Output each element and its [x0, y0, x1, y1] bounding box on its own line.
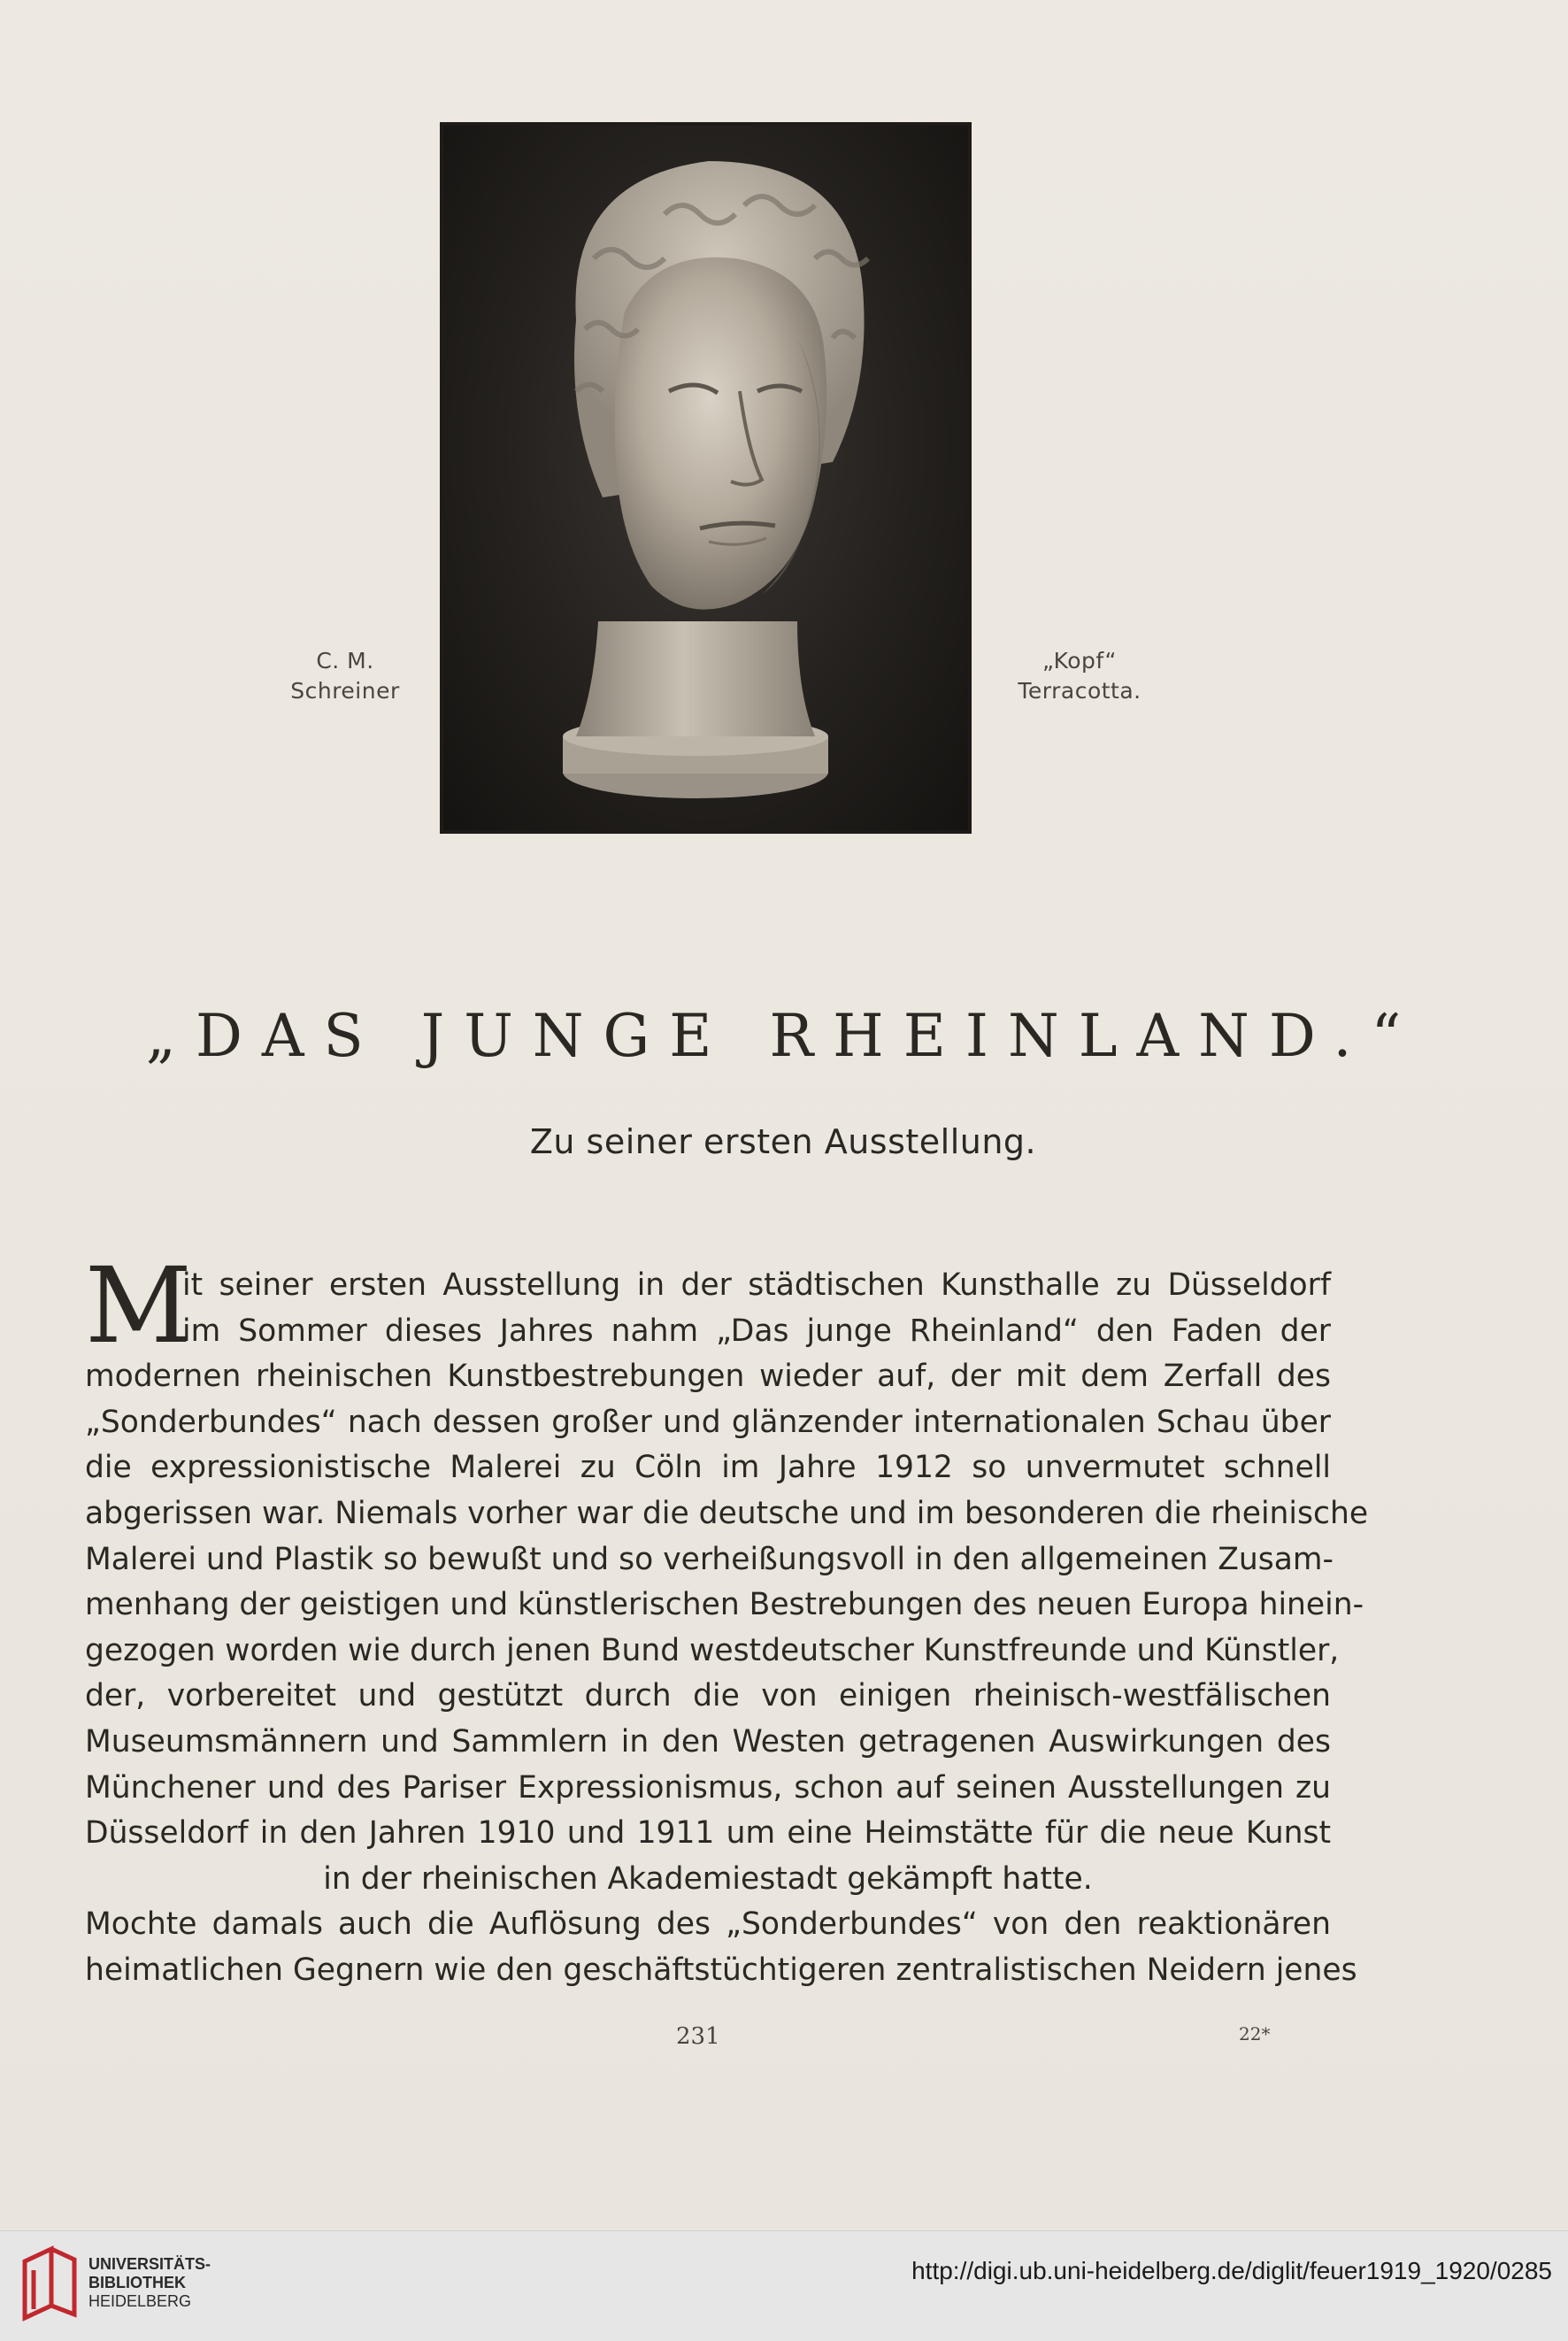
- drop-cap: M: [85, 1244, 192, 1367]
- library-name-line3: HEIDELBERG: [88, 2292, 192, 2310]
- body-line: abgerissen war. Niemals vorher war die deutsche und im besonderen die rheinische: [85, 1495, 1369, 1531]
- library-name[interactable]: [88, 2255, 211, 2311]
- body-line: die expressionistische Malerei zu Cöln im Jahre 1912 so unvermutet schnell: [85, 1450, 1331, 1486]
- artist-caption: [257, 646, 434, 706]
- body-line: gezogen worden wie durch jenen Bund westdeutscher Kunstfreunde und Künstler,: [85, 1632, 1340, 1668]
- artwork-caption: [987, 646, 1172, 706]
- university-library-logo-icon[interactable]: [19, 2244, 80, 2327]
- body-line: in der rheinischen Akademiestadt gekämpft hatte.: [323, 1860, 1093, 1897]
- body-line: der, vorbereitet und gestützt durch die von einigen rheinisch-westfälischen: [85, 1678, 1331, 1714]
- artist-surname: Schreiner: [290, 678, 400, 704]
- body-line: im Sommer dieses Jahres nahm „Das junge Rheinland“ den Faden der: [182, 1313, 1331, 1349]
- body-line: menhang der geistigen und künstlerischen Bestrebungen des neuen Europa hinein-: [85, 1587, 1364, 1623]
- article-subtitle: Zu seiner ersten Ausstellung.: [529, 1122, 1037, 1161]
- library-name-line2: BIBLIOTHEK: [88, 2274, 186, 2291]
- body-line: Malerei und Plastik so bewußt und so verheißungsvoll in den allgemeinen Zusam-: [85, 1541, 1334, 1577]
- signature-mark: 22*: [1239, 2023, 1271, 2045]
- body-line: Mochte damals auch die Auflösung des „Sonderbundes“ von den reaktionären: [85, 1906, 1331, 1943]
- body-line: it seiner ersten Ausstellung in der städtischen Kunsthalle zu Düsseldorf: [182, 1267, 1331, 1303]
- page-number: 231: [676, 2023, 720, 2050]
- body-line: Münchener und des Pariser Expressionismus, schon auf seinen Ausstellungen zu: [85, 1769, 1331, 1806]
- body-line: „Sonderbundes“ nach dessen großer und glänzender internationalen Schau über: [85, 1404, 1331, 1440]
- library-name-line1: UNIVERSITÄTS-: [88, 2255, 211, 2273]
- body-line: heimatlichen Gegnern wie den geschäftstüchtigeren zentralistischen Neidern jenes: [85, 1952, 1357, 1988]
- body-line: modernen rheinischen Kunstbestrebungen wieder auf, der mit dem Zerfall des: [85, 1359, 1331, 1395]
- artwork-title: „Kopf“: [1042, 648, 1117, 674]
- artwork-material: Terracotta.: [1018, 678, 1141, 704]
- article-body: [85, 1263, 1369, 1994]
- body-line: Museumsmännern und Sammlern in den Westen getragenen Auswirkungen des: [85, 1723, 1331, 1760]
- sculpture-head-image: [443, 126, 968, 830]
- article-title: „DAS JUNGE RHEINLAND.“: [145, 1002, 1421, 1070]
- source-url-link[interactable]: http://digi.ub.uni-heidelberg.de/diglit/feuer1919_1920/0285: [911, 2257, 1552, 2284]
- artist-initials: C. M.: [316, 648, 374, 674]
- footer-bar: [0, 2230, 1568, 2341]
- sculpture-photograph: [440, 122, 972, 834]
- body-line: Düsseldorf in den Jahren 1910 und 1911 um eine Heimstätte für die neue Kunst: [85, 1815, 1331, 1852]
